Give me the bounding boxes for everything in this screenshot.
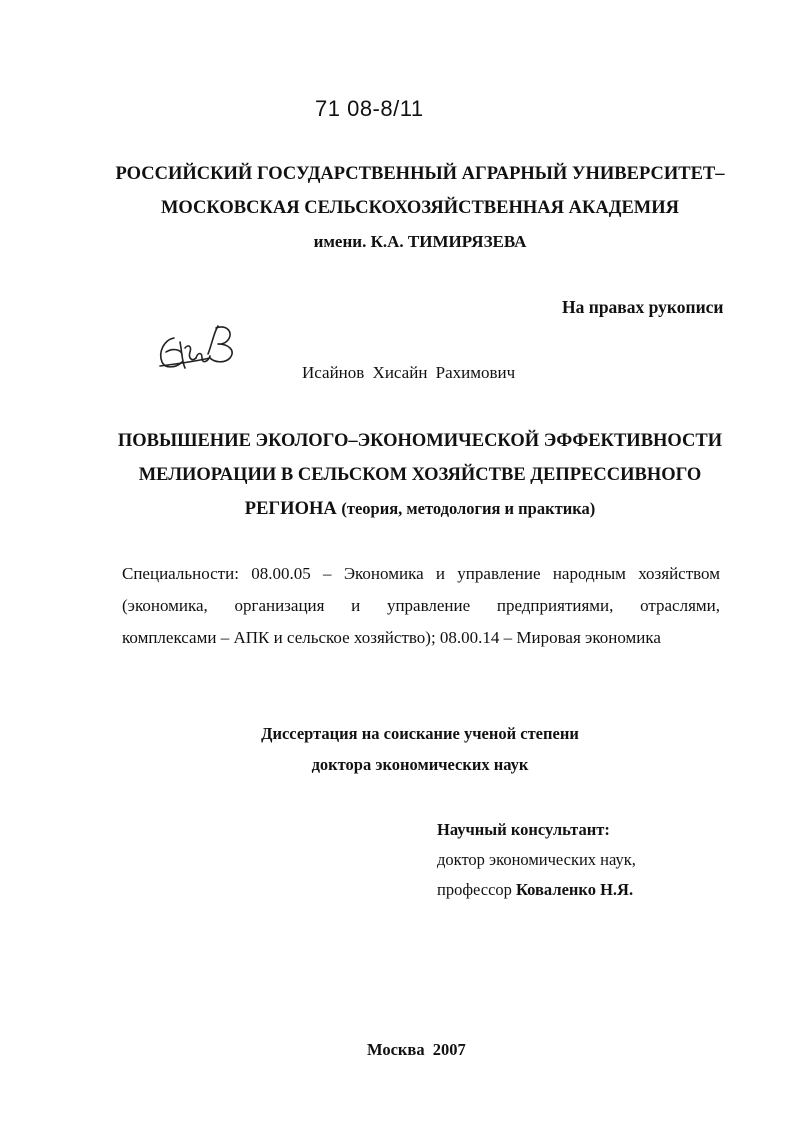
consultant-title-prefix: профессор	[437, 880, 512, 899]
degree-statement	[100, 718, 740, 780]
specialties	[122, 558, 720, 654]
specialties-line-2: (экономика, организация и управление предприятиями, отраслями,	[122, 596, 720, 615]
specialties-line-1: Специальности: 08.00.05 – Экономика и управление народным хозяйством	[122, 564, 720, 583]
manuscript-note: На правах рукописи	[562, 297, 724, 317]
consultant-name: Коваленко Н.Я.	[516, 880, 634, 899]
university-line-1: РОССИЙСКИЙ ГОСУДАРСТВЕННЫЙ АГРАРНЫЙ УНИВЕРСИТЕТ–	[115, 164, 725, 184]
title-line-2: МЕЛИОРАЦИИ В СЕЛЬСКОМ ХОЗЯЙСТВЕ ДЕПРЕССИВНОГО	[138, 465, 702, 485]
title-line-1: ПОВЫШЕНИЕ ЭКОЛОГО–ЭКОНОМИЧЕСКОЙ ЭФФЕКТИВНОСТИ	[117, 431, 723, 451]
university-name	[100, 157, 740, 259]
author-name: Исайнов Хисайн Рахимович	[302, 363, 516, 382]
specialties-line-3: комплексами – АПК и сельское хозяйство); 08.00.14 – Мировая экономика	[122, 628, 661, 647]
university-line-2: МОСКОВСКАЯ СЕЛЬСКОХОЗЯЙСТВЕННАЯ АКАДЕМИЯ	[160, 198, 680, 218]
document-code: 71 08-8/11	[315, 96, 424, 121]
place-and-year: Москва 2007	[367, 1040, 466, 1059]
degree-line-2: доктора экономических наук	[311, 755, 529, 774]
consultant-degree: доктор экономических наук,	[437, 850, 636, 869]
scientific-consultant	[437, 815, 636, 905]
university-line-3: имени. К.А. ТИМИРЯЗЕВА	[313, 232, 527, 251]
degree-line-1: Диссертация на соискание ученой степени	[261, 724, 579, 743]
consultant-title	[437, 875, 636, 905]
title-subtitle: (теория, методология и практика)	[341, 499, 596, 518]
consultant-heading: Научный консультант:	[437, 820, 610, 839]
signature-icon	[152, 318, 242, 380]
title-region: РЕГИОНА	[244, 499, 337, 519]
dissertation-title	[100, 424, 740, 526]
title-line-3	[100, 492, 740, 526]
